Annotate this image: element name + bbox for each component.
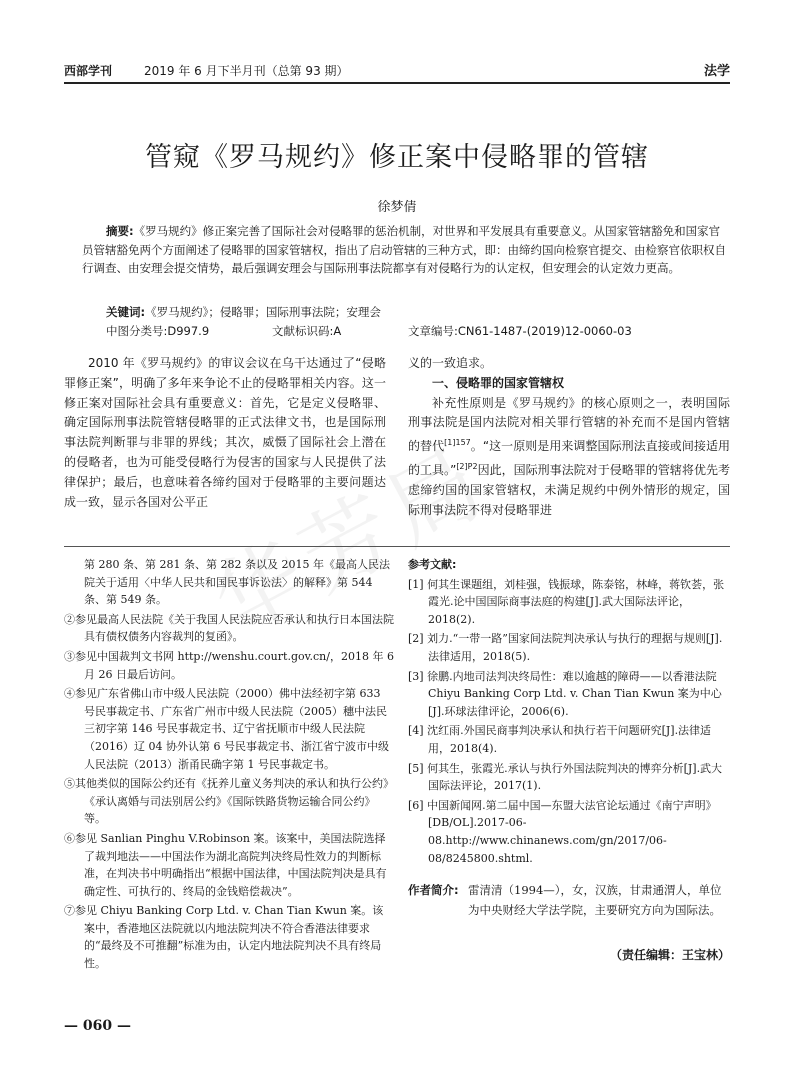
keywords	[106, 304, 726, 320]
document-code: 文献标识码:A	[272, 324, 342, 338]
footnote: ③参见中国裁判文书网 http://wenshu.court.gov.cn/，2018 年 6 月 26 日最后访问。	[64, 649, 394, 681]
footnote: ②参见最高人民法院《关于我国人民法院应否承认和执行日本国法院具有债权债务内容裁判的复函》。	[64, 612, 394, 644]
author-introduction	[408, 880, 730, 920]
keywords-text: 《罗马规约》；侵略罪；国际刑事法院；安理会	[145, 305, 381, 319]
citation-marker: [1]157	[444, 438, 471, 448]
footnotes	[64, 556, 394, 975]
reference-item: [5] 何其生，张霞光.承认与执行外国法院判决的博弈分析[J].武大国际法评论，2017(1).	[408, 761, 723, 793]
reference-item: [2] 刘力.“一带一路”国家间法院判决承认与执行的理据与规则[J].法律适用，2018(5).	[408, 632, 723, 663]
references-title: 参考文献:	[408, 558, 457, 571]
article-author: 徐梦倩	[377, 200, 417, 215]
issue-info: 2019 年 6 月下半月刊（总第 93 期）	[144, 64, 349, 78]
abstract-label: 摘要:	[106, 224, 134, 238]
reference-item: [4] 沈红雨.外国民商事判决承认和执行若干问题研究[J].法律适用，2018(4).	[408, 724, 712, 755]
journal-name: 西部学刊	[64, 64, 113, 78]
footnote: 第 280 条、第 281 条、第 282 条以及 2015 年《最高人民法院关于适用〈中华人民共和国民事诉讼法〉的解释》第 544 条、第 549 条。	[84, 558, 390, 607]
footnote: ⑤其他类似的国际公约还有《抚养儿童义务判决的承认和执行公约》《承认离婚与司法别居公约》《国际铁路货物运输合同公约》等。	[64, 777, 394, 826]
author-intro-text: 雷清清（1994—），女，汉族，甘肃通渭人，单位为中央财经大学法学院，主要研究方向为国际法。	[468, 883, 722, 917]
footnote: ⑥参见 Sanlian Pinghu V.Robinson 案。该案中，美国法院选择了裁判地法——中国法作为湖北高院判决终局性效力的判断标准，在判决书中明确指出“根据中国法律，中国法院判决是具有确定性、可执行的、终局的金钱赔偿裁决”。	[64, 831, 387, 898]
references	[408, 556, 730, 869]
abstract	[82, 222, 730, 278]
page-number: — 060 —	[64, 1018, 131, 1034]
body-paragraph: 2010 年《罗马规约》的审议会议在乌干达通过了“侵略罪修正案”，明确了多年来争论不止的侵略罪相关内容。这一修正案对国际社会具有重要意义：首先，它是定义侵略罪、确定国际刑事法院管辖侵略罪的正式法律文书，也是国际刑事法院判断罪与非罪的界线；其次，威慑了国际社会上潜在的侵略者，也为可能受侵略行为侵害的国家与人民提供了法律保护；最后，也意味着各缔约国对于侵略罪的主要问题达成一致，显示各国对公平正	[64, 356, 386, 509]
body-paragraph-continued: 义的一致追求。	[408, 356, 493, 370]
footnote: ④参见广东省佛山市中级人民法院（2000）佛中法经初字第 633 号民事裁定书、广东省广州市中级人民法院（2005）穗中法民三初字第 146 号民事裁定书、辽宁省抚顺市中级人民法院（2016）辽 04 协外认第 6 号民事裁定书、浙江省宁波市中级人民法院（2013）浙甬民确字第 1 号民事裁定书。	[64, 687, 389, 771]
classification-number: 中图分类号:D997.9	[106, 324, 210, 338]
citation-marker: [2]P2	[456, 461, 478, 471]
article-title: 管窥《罗马规约》修正案中侵略罪的管辖	[145, 142, 649, 173]
header-rule	[64, 82, 730, 84]
reference-item: [6] 中国新闻网.第二届中国—东盟大法官论坛通过《南宁声明》[DB/OL].2017-06-08.http://www.chinanews.com/gn/2017/06-08/8245800.shtml.	[408, 798, 717, 865]
running-header	[64, 60, 730, 80]
abstract-text: 《罗马规约》修正案完善了国际社会对侵略罪的惩治机制，对世界和平发展具有重要意义。从国家管辖豁免和国家官员管辖豁免两个方面阐述了侵略罪的国家管辖权，指出了启动管辖的三种方式，即：由缔约国向检察官提交、由检察官依职权自行调查、由安理会提交情势，最后强调安理会与国际刑事法院都享有对侵略行为的认定权，但安理会的认定效力更高。	[82, 224, 726, 275]
footnote: ⑦参见 Chiyu Banking Corp Ltd. v. Chan Tian Kwun 案。该案中，香港地区法院就以内地法院判决不符合香港法律要求的“最终及不可推翻”标准为由，认定内地法院判决不具有终局性。	[64, 904, 384, 971]
reference-item: [1] 何其生课题组，刘桂强，钱振球，陈泰铭，林峰，蒋钦荟，张霞光.论中国国际商事法庭的构建[J].武大国际法评论，2018(2).	[408, 577, 725, 626]
footnote-divider	[64, 546, 730, 547]
reference-item: [3] 徐鹏.内地司法判决终局性：难以逾越的障碍——以香港法院 Chiyu Banking Corp Ltd. v. Chan Tian Kwun 案为中心[J].环球法律评论，2006(6).	[408, 669, 722, 718]
section-heading: 一、侵略罪的国家管辖权	[432, 375, 565, 390]
author-intro-label: 作者简介:	[408, 883, 459, 897]
responsible-editor: （责任编辑：王宝林）	[609, 948, 730, 962]
column-label: 法学	[703, 64, 730, 79]
article-number: 文章编号:CN61-1487-(2019)12-0060-03	[408, 324, 632, 338]
keywords-label: 关键词:	[106, 305, 146, 319]
body-paragraph: 补充性原则是《罗马规约》的核心原则之一，表明国际刑事法院是国内法院对相关罪行管辖的补充而不是国内管辖的替代$^{[1]157}$。“这一原则是用来调整国际刑法直接或间接适用的工具。”$^{[2]P2}$因此，国际刑事法院对于侵略罪的管辖将优先考虑缔约国的国家管辖权，未满足规约中例外情形的规定，国际刑事法院不得对侵略罪进	[408, 395, 730, 517]
